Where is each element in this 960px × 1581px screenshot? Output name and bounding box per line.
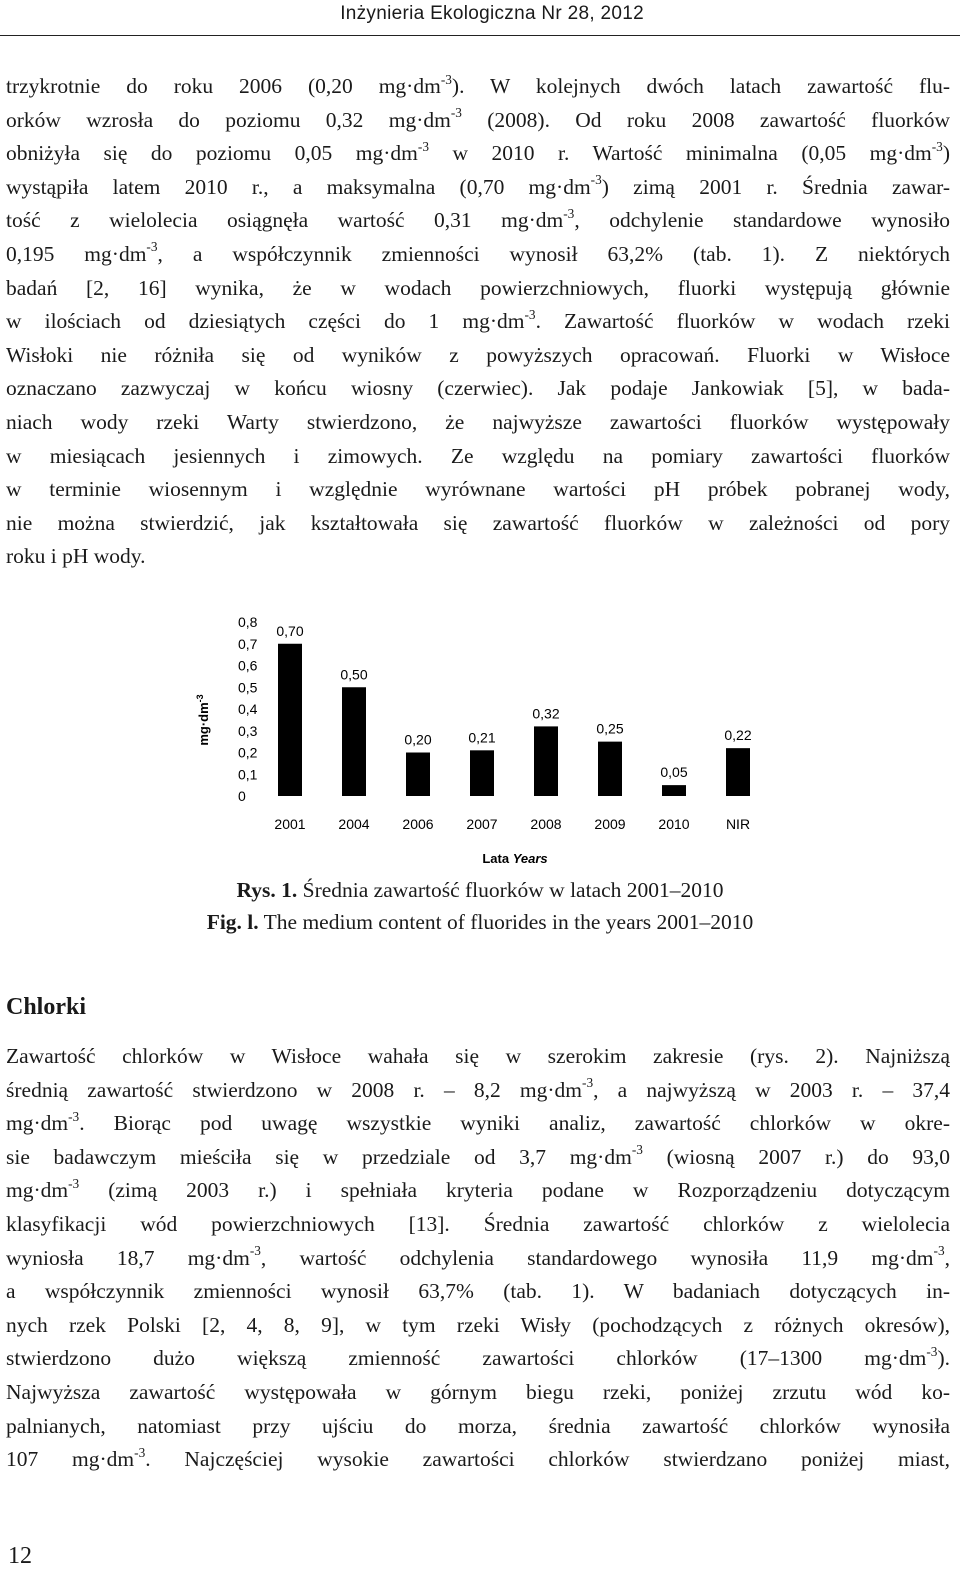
text-line bbox=[6, 1074, 950, 1108]
text-run: trzykrotnie do roku 2006 (0,20 mg·dm bbox=[6, 74, 441, 98]
text-run: badań [2, 16] wynika, że w wodach powierzchniowych, fluorki występują głównie bbox=[6, 275, 950, 300]
superscript: -3 bbox=[524, 306, 536, 322]
text-run: Wisłoki nie różniła się od wyników z powyższych opracowań. Fluorki w Wisłoce bbox=[6, 342, 950, 367]
text-line bbox=[6, 1342, 950, 1376]
caption-text-polish: Średnia zawartość fluorków w latach 2001–2010 bbox=[297, 878, 724, 902]
chart-bar bbox=[726, 748, 750, 796]
text-line bbox=[6, 1309, 950, 1343]
superscript: -3 bbox=[450, 105, 462, 121]
figure-caption-english bbox=[0, 910, 960, 935]
superscript: -3 bbox=[68, 1108, 80, 1124]
y-tick-label: 0 bbox=[238, 788, 246, 804]
text-line bbox=[6, 272, 950, 306]
chart-bar bbox=[534, 726, 558, 796]
text-line bbox=[6, 305, 950, 339]
x-tick-label: 2010 bbox=[658, 816, 690, 832]
text-line bbox=[6, 1376, 950, 1410]
xlabel-english: Years bbox=[512, 851, 548, 866]
text-run: w terminie wiosennym i względnie wyrównane wartości pH próbek pobranej wody, bbox=[6, 477, 950, 502]
text-run: wyniosła 18,7 mg·dm bbox=[6, 1245, 250, 1270]
y-tick-label: 0,2 bbox=[238, 744, 258, 761]
text-line bbox=[6, 1107, 950, 1141]
text-line bbox=[6, 1242, 950, 1276]
text-line bbox=[6, 104, 950, 138]
text-line bbox=[6, 1443, 950, 1477]
text-line bbox=[6, 238, 950, 272]
text-line bbox=[6, 372, 950, 406]
text-run: a współczynnik zmienności wynosił 63,7% (tab. 1). W badaniach dotyczących in- bbox=[6, 1279, 950, 1304]
chart-bar bbox=[662, 785, 686, 796]
journal-name: Inżynieria Ekologiczna Nr 28, 2012 bbox=[340, 3, 644, 24]
text-run: ) bbox=[942, 141, 950, 166]
text-run: stwierdzono dużo większą zmienność zawartości chlorków (17–1300 mg·dm bbox=[6, 1346, 927, 1371]
text-line bbox=[6, 473, 950, 507]
superscript: -3 bbox=[563, 205, 575, 221]
data-label: 0,05 bbox=[660, 764, 688, 781]
text-run: (wiosną 2007 r.) do 93,0 bbox=[642, 1144, 950, 1169]
text-line bbox=[6, 440, 950, 474]
superscript: -3 bbox=[146, 239, 158, 255]
text-line bbox=[6, 137, 950, 171]
text-run: ) zimą 2001 r. Średnia zawar- bbox=[601, 174, 950, 199]
text-run: , bbox=[944, 1245, 950, 1270]
superscript: -3 bbox=[631, 1142, 643, 1158]
superscript: -3 bbox=[417, 138, 429, 154]
text-run: (zimą 2003 r.) i spełniała kryteria podane w Rozporządzeniu dotyczącym bbox=[79, 1178, 950, 1203]
text-run: palnianych, natomiast przy ujściu do morza, średnia zawartość chlorków wynosiła bbox=[6, 1413, 950, 1438]
text-run: nie można stwierdzić, jak kształtowała się zawartość fluorków w zależności od pory bbox=[6, 510, 950, 535]
data-label: 0,21 bbox=[468, 729, 496, 746]
page-number: 12 bbox=[8, 1543, 32, 1569]
page-header bbox=[0, 0, 960, 36]
text-run: w miesiącach jesiennych i zimowych. Ze względu na pomiary zawartości fluorków bbox=[6, 443, 950, 468]
text-run: roku i pH wody. bbox=[6, 544, 146, 569]
chart-bar bbox=[278, 644, 302, 796]
paragraph-chlorides bbox=[6, 1040, 950, 1477]
paragraph-fluorides bbox=[6, 70, 950, 574]
y-tick-label: 0,5 bbox=[238, 679, 258, 696]
text-run: mg·dm bbox=[6, 1178, 69, 1203]
data-label: 0,20 bbox=[404, 731, 432, 748]
x-tick-label: 2004 bbox=[338, 816, 370, 832]
superscript: -3 bbox=[440, 71, 452, 87]
section-heading: Chlorki bbox=[6, 994, 87, 1020]
text-run: , a najwyższą w 2003 r. – 37,4 bbox=[593, 1077, 950, 1102]
y-tick-label: 0,4 bbox=[238, 701, 258, 717]
text-run: nych rzek Polski [2, 4, 8, 9], w tym rzeki Wisły (pochodzących z różnych okresów), bbox=[6, 1312, 950, 1337]
text-line bbox=[6, 1174, 950, 1208]
y-tick-label: 0,7 bbox=[238, 635, 258, 652]
chart-bar bbox=[342, 687, 366, 796]
text-run: , odchylenie standardowe wynosiło bbox=[574, 208, 950, 233]
superscript: -3 bbox=[582, 1075, 594, 1091]
text-run: . Zawartość fluorków w wodach rzeki bbox=[535, 309, 950, 334]
x-tick-label: 2008 bbox=[530, 816, 562, 832]
text-run: orków wzrosła do poziomu 0,32 mg·dm bbox=[6, 107, 451, 132]
superscript: -3 bbox=[134, 1444, 146, 1460]
text-run: średnią zawartość stwierdzono w 2008 r. – 8,2 mg·dm bbox=[6, 1077, 583, 1102]
x-tick-label: NIR bbox=[725, 816, 751, 832]
caption-label-english: Fig. l. bbox=[206, 910, 259, 934]
text-line bbox=[6, 406, 950, 440]
data-label: 0,25 bbox=[596, 720, 624, 737]
x-tick-label: 2009 bbox=[594, 816, 626, 832]
data-label: 0,70 bbox=[276, 622, 304, 639]
chart-ylabel bbox=[195, 694, 211, 745]
text-line bbox=[6, 339, 950, 373]
text-run: Zawartość chlorków w Wisłoce wahała się w szerokim zakresie (rys. 2). Najniższą bbox=[6, 1044, 950, 1068]
text-run: . Najczęściej wysokie zawartości chlorków stwierdzano poniżej miast, bbox=[145, 1447, 950, 1472]
caption-text-english: The medium content of fluorides in the years 2001–2010 bbox=[258, 910, 754, 934]
text-run: 0,195 mg·dm bbox=[6, 241, 147, 266]
data-label: 0,32 bbox=[532, 705, 560, 722]
superscript: -3 bbox=[68, 1175, 80, 1191]
superscript: -3 bbox=[249, 1243, 261, 1259]
text-run: sie badawczym mieściła się w przedziale od 3,7 mg·dm bbox=[6, 1144, 632, 1169]
x-tick-label: 2001 bbox=[274, 816, 306, 832]
text-run: w ilościach od dziesiątych części do 1 mg·dm bbox=[6, 309, 525, 334]
text-run: , wartość odchylenia standardowego wynosiła 11,9 mg·dm bbox=[260, 1245, 934, 1270]
chart-bar bbox=[598, 742, 622, 796]
text-run: (2008). Od roku 2008 zawartość fluorków bbox=[461, 107, 950, 132]
y-tick-label: 0,6 bbox=[238, 657, 258, 674]
chart-xlabel bbox=[482, 851, 547, 866]
y-tick-label: 0,1 bbox=[238, 766, 258, 783]
text-run: Najwyższa zawartość występowała w górnym biegu rzeki, poniżej zrzutu wód ko- bbox=[6, 1379, 950, 1404]
superscript: -3 bbox=[926, 1343, 938, 1359]
text-line bbox=[6, 1141, 950, 1175]
text-line bbox=[6, 507, 950, 541]
text-line bbox=[6, 204, 950, 238]
text-run: ). bbox=[937, 1346, 950, 1371]
text-line bbox=[6, 1040, 950, 1074]
data-label: 0,22 bbox=[724, 727, 752, 744]
text-run: obniżyła się do poziomu 0,05 mg·dm bbox=[6, 141, 418, 166]
text-run: mg·dm bbox=[6, 1111, 69, 1136]
text-line bbox=[6, 171, 950, 205]
text-line bbox=[6, 1275, 950, 1309]
xlabel-polish: Lata bbox=[482, 851, 513, 866]
ylabel-base: mg·dm bbox=[196, 702, 211, 746]
figure-caption-polish bbox=[0, 878, 960, 903]
superscript: -3 bbox=[590, 172, 602, 188]
text-line bbox=[6, 1208, 950, 1242]
x-tick-label: 2006 bbox=[402, 816, 434, 832]
caption-label-polish: Rys. 1. bbox=[236, 878, 298, 902]
fluoride-bar-chart bbox=[180, 610, 780, 870]
text-run: . Biorąc pod uwagę wszystkie wyniki analiz, zawartość chlorków w okre- bbox=[79, 1111, 950, 1136]
text-run: ). W kolejnych dwóch latach zawartość flu- bbox=[451, 74, 950, 98]
text-run: , a współczynnik zmienności wynosił 63,2% (tab. 1). Z niektórych bbox=[157, 241, 950, 266]
text-run: klasyfikacji wód powierzchniowych [13]. Średnia zawartość chlorków z wielolecia bbox=[6, 1211, 950, 1236]
chart-bar bbox=[406, 753, 430, 797]
text-line bbox=[6, 1410, 950, 1444]
superscript: -3 bbox=[933, 1243, 945, 1259]
text-run: niach wody rzeki Warty stwierdzono, że najwyższe zawartości fluorków występowały bbox=[6, 409, 950, 434]
text-run: 107 mg·dm bbox=[6, 1447, 135, 1472]
x-tick-label: 2007 bbox=[466, 816, 498, 832]
superscript: -3 bbox=[931, 138, 943, 154]
text-run: w 2010 r. Wartość minimalna (0,05 mg·dm bbox=[428, 141, 932, 166]
y-tick-label: 0,3 bbox=[238, 722, 258, 739]
text-line bbox=[6, 540, 950, 574]
chart-bar bbox=[470, 750, 494, 796]
text-run: oznaczano zazwyczaj w końcu wiosny (czerwiec). Jak podaje Jankowiak [5], w bada- bbox=[6, 376, 950, 401]
text-run: wystąpiła latem 2010 r., a maksymalna (0,70 mg·dm bbox=[6, 174, 591, 199]
ylabel-exponent: -3 bbox=[195, 694, 205, 703]
text-run: tość z wielolecia osiągnęła wartość 0,31 mg·dm bbox=[6, 208, 564, 233]
y-tick-label: 0,8 bbox=[238, 614, 258, 630]
text-line bbox=[6, 70, 950, 104]
data-label: 0,50 bbox=[340, 666, 368, 683]
